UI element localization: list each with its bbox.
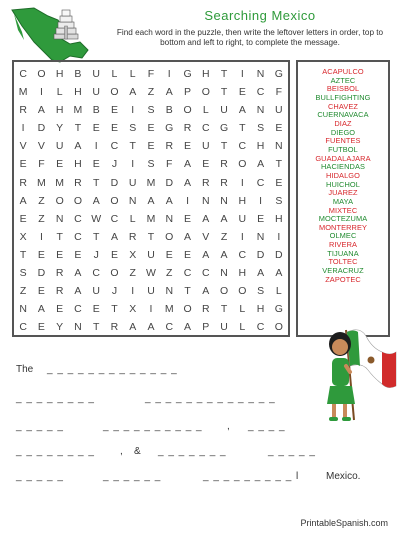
grid-letter[interactable]: E — [257, 212, 265, 225]
word-list-item: FUENTES — [325, 136, 361, 146]
grid-row — [14, 156, 288, 173]
grid-row — [14, 283, 288, 300]
grid-letter[interactable]: T — [111, 303, 118, 316]
grid-letter[interactable]: H — [201, 68, 210, 80]
grid-letter[interactable]: F — [38, 158, 45, 171]
page-title: Searching Mexico — [204, 8, 316, 23]
grid-letter[interactable]: I — [94, 140, 98, 153]
grid-letter[interactable]: E — [37, 321, 45, 334]
grid-letter[interactable]: N — [220, 194, 228, 207]
grid-letter[interactable]: E — [184, 248, 192, 261]
word-list-item: RIVERA — [328, 240, 358, 250]
ampersand-text: & — [134, 446, 141, 457]
grid-letter[interactable]: I — [39, 230, 43, 243]
grid-letter[interactable]: R — [110, 321, 119, 334]
grid-letter[interactable]: M — [18, 86, 28, 99]
grid-letter[interactable]: C — [256, 176, 265, 189]
grid-letter[interactable]: N — [220, 267, 228, 280]
grid-letter[interactable]: Z — [38, 194, 45, 207]
grid-letter[interactable]: T — [275, 158, 283, 171]
grid-letter[interactable]: L — [129, 68, 136, 80]
word-list-item: DIEGO — [330, 127, 356, 137]
word-list-item: AZTEC — [330, 75, 356, 85]
grid-letter[interactable]: M — [146, 176, 156, 189]
grid-letter[interactable]: C — [201, 267, 210, 280]
grid-letter[interactable]: F — [147, 68, 155, 80]
grid-letter[interactable]: S — [19, 267, 27, 280]
grid-letter[interactable]: J — [111, 285, 118, 298]
grid-letter[interactable]: I — [39, 86, 43, 99]
grid-letter[interactable]: E — [37, 285, 45, 298]
grid-letter[interactable]: U — [220, 321, 228, 334]
word-list-item: VERACRUZ — [322, 266, 364, 276]
grid-letter[interactable]: J — [93, 248, 99, 261]
grid-letter[interactable]: R — [220, 176, 228, 189]
grid-letter[interactable]: E — [202, 158, 210, 171]
girl-with-flag-illustration — [316, 322, 400, 426]
grid-row — [14, 211, 288, 228]
word-list-item: HIDALGO — [326, 170, 360, 180]
grid-letter[interactable]: X — [129, 248, 137, 261]
grid-letter[interactable]: C — [110, 212, 119, 225]
grid-letter[interactable]: A — [220, 248, 228, 261]
grid-letter[interactable]: E — [184, 212, 192, 225]
word-search-grid — [12, 60, 290, 337]
grid-letter[interactable]: R — [19, 176, 27, 189]
grid-letter[interactable]: A — [74, 267, 82, 280]
grid-letter[interactable]: W — [146, 267, 156, 280]
grid-letter[interactable]: D — [37, 122, 46, 135]
grid-letter[interactable]: A — [202, 212, 210, 225]
grid-letter[interactable]: D — [37, 267, 46, 280]
grid-letter[interactable]: O — [37, 68, 46, 80]
grid-letter[interactable]: M — [55, 176, 65, 189]
word-list-item: GUADALAJARA — [315, 153, 371, 163]
grid-letter[interactable]: A — [74, 140, 82, 153]
grid-letter[interactable]: F — [275, 86, 283, 99]
grid-letter[interactable]: C — [256, 86, 265, 99]
grid-row — [14, 193, 288, 210]
grid-letter[interactable]: S — [257, 122, 265, 135]
grid-row — [14, 175, 288, 192]
grid-letter[interactable]: A — [37, 303, 45, 316]
grid-letter[interactable]: T — [239, 122, 246, 135]
grid-letter[interactable]: A — [165, 86, 173, 99]
grid-letter[interactable]: O — [110, 194, 119, 207]
grid-letter[interactable]: H — [74, 86, 82, 99]
grid-letter[interactable]: H — [74, 158, 82, 171]
blank-line[interactable]: _ _ _ _ _ — [268, 446, 316, 457]
grid-letter[interactable]: A — [184, 158, 192, 171]
word-list-item: DIAZ — [334, 118, 352, 128]
grid-letter[interactable]: E — [92, 158, 100, 171]
grid-letter[interactable]: T — [92, 230, 100, 243]
grid-letter[interactable]: A — [257, 158, 265, 171]
blank-line[interactable]: _ _ _ _ _ _ _ _ — [16, 393, 95, 404]
grid-letter[interactable]: M — [146, 212, 156, 225]
grid-letter[interactable]: C — [19, 68, 27, 80]
grid-letter[interactable]: A — [275, 267, 283, 280]
grid-letter[interactable]: X — [129, 303, 137, 316]
grid-letter[interactable]: A — [238, 104, 246, 117]
grid-letter[interactable]: R — [55, 267, 64, 280]
blank-line[interactable]: _ _ _ _ _ — [16, 421, 64, 432]
grid-row — [14, 138, 288, 155]
grid-letter[interactable]: C — [256, 321, 265, 334]
grid-letter[interactable]: O — [183, 303, 192, 316]
grid-letter[interactable]: E — [275, 176, 283, 189]
grid-letter[interactable]: U — [201, 140, 210, 153]
grid-letter[interactable]: C — [165, 321, 174, 334]
grid-letter[interactable]: R — [201, 303, 210, 316]
grid-letter[interactable]: T — [56, 230, 63, 243]
grid-letter[interactable]: T — [129, 140, 136, 153]
grid-letter[interactable]: E — [19, 212, 27, 225]
grid-letter[interactable]: L — [111, 68, 118, 80]
blank-line[interactable]: _ _ _ _ _ _ _ _ _ l — [203, 471, 300, 482]
word-list-item: JUAREZ — [328, 188, 358, 198]
grid-letter[interactable]: Z — [147, 86, 155, 99]
grid-letter[interactable]: U — [238, 212, 247, 225]
grid-letter[interactable]: O — [165, 230, 174, 243]
grid-letter[interactable]: L — [239, 321, 246, 334]
grid-letter[interactable]: I — [186, 194, 189, 207]
grid-letter[interactable]: E — [238, 86, 246, 99]
grid-letter[interactable]: T — [92, 321, 100, 334]
grid-letter[interactable]: B — [92, 104, 100, 117]
grid-letter[interactable]: Y — [56, 321, 64, 334]
grid-letter[interactable]: E — [147, 140, 155, 153]
grid-letter[interactable]: I — [167, 68, 171, 80]
grid-letter[interactable]: P — [202, 321, 210, 334]
grid-letter[interactable]: E — [92, 303, 100, 316]
grid-letter[interactable]: T — [147, 230, 155, 243]
grid-letter[interactable]: N — [256, 230, 265, 243]
grid-letter[interactable]: T — [184, 285, 191, 298]
grid-letter[interactable]: T — [74, 122, 82, 135]
grid-letter[interactable]: L — [202, 104, 209, 117]
grid-letter[interactable]: U — [220, 104, 228, 117]
mexico-map-logo — [8, 4, 90, 66]
grid-letter[interactable]: M — [73, 104, 83, 117]
word-list-item: CHAVEZ — [327, 101, 359, 111]
word-list-item: FUTBOL — [328, 144, 358, 154]
grid-letter[interactable]: Z — [166, 267, 173, 280]
grid-letter[interactable]: C — [19, 321, 27, 334]
grid-letter[interactable]: C — [74, 303, 82, 316]
grid-row — [14, 301, 288, 318]
grid-letter[interactable]: I — [240, 230, 244, 243]
word-list-item: BULLFIGHTING — [315, 92, 371, 102]
blank-line[interactable]: _ _ _ _ — [248, 421, 286, 432]
grid-letter[interactable]: A — [202, 248, 210, 261]
grid-letter[interactable]: Z — [19, 285, 27, 298]
grid-letter[interactable]: A — [74, 285, 82, 298]
grid-letter[interactable]: B — [74, 68, 82, 80]
grid-letter[interactable]: U — [55, 140, 64, 153]
grid-letter[interactable]: T — [19, 248, 27, 261]
grid-letter[interactable]: N — [55, 212, 64, 225]
grid-letter[interactable]: N — [256, 104, 265, 117]
grid-letter[interactable]: V — [19, 140, 27, 153]
grid-letter[interactable]: I — [277, 230, 281, 243]
instructions: Find each word in the puzzle, then write the leftover letters in order, top to bottom and left to right, to complete the message. — [116, 28, 384, 47]
grid-letter[interactable]: T — [220, 303, 228, 316]
word-list-item: MONTERREY — [318, 222, 368, 232]
grid-letter[interactable]: I — [131, 104, 135, 117]
grid-letter[interactable]: I — [131, 158, 135, 171]
grid-letter[interactable]: I — [21, 122, 25, 135]
blank-line[interactable]: _ _ _ _ _ — [16, 471, 64, 482]
grid-row — [14, 66, 288, 83]
grid-letter[interactable]: C — [183, 267, 192, 280]
grid-letter[interactable]: H — [256, 140, 265, 153]
grid-letter[interactable]: R — [220, 158, 228, 171]
grid-letter[interactable]: H — [256, 303, 265, 316]
grid-letter[interactable]: E — [110, 122, 118, 135]
grid-letter[interactable]: C — [92, 267, 100, 280]
grid-row — [14, 229, 288, 246]
word-list-item: TIJUANA — [327, 248, 359, 258]
grid-letter[interactable]: A — [184, 176, 192, 189]
blank-line[interactable]: _ _ _ _ _ _ _ _ — [16, 446, 95, 457]
grid-letter[interactable]: A — [220, 212, 228, 225]
blank-line[interactable]: _ _ _ _ _ _ _ _ _ _ — [103, 421, 203, 432]
grid-letter[interactable]: R — [201, 176, 210, 189]
grid-letter[interactable]: C — [238, 140, 247, 153]
grid-row — [14, 319, 288, 336]
grid-letter[interactable]: U — [128, 176, 137, 189]
grid-letter[interactable]: E — [184, 140, 192, 153]
grid-row — [14, 265, 288, 282]
grid-letter[interactable]: X — [19, 230, 27, 243]
word-list-item: ZAPOTEC — [325, 274, 361, 284]
grid-letter[interactable]: A — [184, 230, 192, 243]
grid-letter[interactable]: I — [131, 285, 135, 298]
grid-letter[interactable]: D — [110, 176, 119, 189]
grid-letter[interactable]: R — [55, 285, 64, 298]
grid-letter[interactable]: Z — [129, 267, 136, 280]
grid-letter[interactable]: E — [74, 248, 82, 261]
grid-letter[interactable]: H — [55, 104, 64, 117]
grid-letter[interactable]: C — [74, 230, 82, 243]
grid-letter[interactable]: R — [183, 122, 192, 135]
grid-letter[interactable]: U — [92, 285, 100, 298]
grid-letter[interactable]: A — [110, 230, 118, 243]
grid-letter[interactable]: E — [37, 248, 45, 261]
grid-letter[interactable]: U — [147, 248, 155, 261]
word-list-item: MAYA — [332, 196, 354, 206]
grid-letter[interactable]: A — [129, 86, 137, 99]
grid-letter[interactable]: L — [239, 303, 246, 316]
grid-letter[interactable]: N — [165, 285, 174, 298]
grid-letter[interactable]: D — [256, 248, 265, 261]
grid-letter[interactable]: S — [275, 194, 283, 207]
grid-letter[interactable]: S — [129, 122, 137, 135]
grid-letter[interactable]: H — [238, 194, 247, 207]
word-list-item: HUICHOL — [326, 179, 360, 189]
grid-letter[interactable]: M — [37, 176, 46, 189]
grid-letter[interactable]: C — [110, 140, 119, 153]
grid-letter[interactable]: E — [110, 104, 118, 117]
grid-letter[interactable]: S — [257, 285, 265, 298]
mexico-flag-icon — [346, 330, 396, 420]
grid-letter[interactable]: E — [275, 122, 283, 135]
grid-letter[interactable]: Z — [220, 230, 228, 243]
grid-letter[interactable]: O — [73, 194, 83, 207]
grid-letter[interactable]: E — [110, 248, 118, 261]
grid-letter[interactable]: G — [274, 68, 283, 80]
word-list-item: ACAPULCO — [322, 67, 364, 76]
word-list-item: CUERNAVACA — [317, 110, 369, 120]
grid-letter[interactable]: C — [74, 212, 82, 225]
grid-letter[interactable]: N — [74, 321, 82, 334]
grid-letter[interactable]: N — [165, 212, 174, 225]
grid-letter[interactable]: R — [165, 140, 174, 153]
word-list-item: MIXTEC — [328, 205, 358, 215]
grid-letter[interactable]: R — [74, 176, 82, 189]
grid-row — [14, 247, 288, 264]
grid-letter[interactable]: D — [165, 176, 174, 189]
grid-letter[interactable]: L — [56, 86, 63, 99]
grid-letter[interactable]: V — [37, 140, 45, 153]
grid-letter[interactable]: A — [257, 267, 265, 280]
grid-letter[interactable]: A — [165, 194, 173, 207]
footer-credit: PrintableSpanish.com — [300, 518, 388, 528]
grid-letter[interactable]: B — [165, 104, 173, 117]
grid-letter[interactable]: H — [55, 68, 64, 80]
grid-letter[interactable]: A — [19, 194, 27, 207]
grid-letter[interactable]: O — [238, 158, 247, 171]
grid-letter[interactable]: A — [129, 321, 137, 334]
grid-letter[interactable]: A — [147, 194, 155, 207]
grid-letter[interactable]: Z — [38, 212, 45, 225]
grid-letter[interactable]: H — [238, 267, 247, 280]
message-start: The — [16, 364, 34, 375]
grid-letter[interactable]: P — [184, 86, 192, 99]
word-list — [296, 60, 390, 337]
blank-line[interactable]: _ _ _ _ _ _ _ — [158, 446, 227, 457]
grid-letter[interactable]: O — [219, 285, 229, 298]
blank-line[interactable]: _ _ _ _ _ _ — [103, 471, 162, 482]
grid-letter[interactable]: S — [147, 104, 155, 117]
grid-row — [14, 102, 288, 119]
grid-letter[interactable]: W — [91, 212, 102, 225]
comma-text: , — [120, 446, 123, 457]
grid-letter[interactable]: C — [238, 248, 247, 261]
comma-text: , — [227, 421, 230, 432]
grid-letter[interactable]: O — [55, 194, 64, 207]
grid-letter[interactable]: L — [129, 212, 136, 225]
grid-letter[interactable]: E — [19, 158, 27, 171]
grid-letter[interactable]: A — [184, 321, 192, 334]
grid-letter[interactable]: A — [37, 104, 45, 117]
grid-letter[interactable]: O — [110, 267, 119, 280]
grid-letter[interactable]: T — [220, 86, 228, 99]
grid-letter[interactable]: T — [220, 68, 228, 80]
word-list-item: BEISBOL — [326, 84, 360, 94]
grid-letter[interactable]: C — [201, 122, 210, 135]
word-list-item: HACIENDAS — [320, 162, 366, 172]
grid-letter[interactable]: E — [56, 303, 64, 316]
grid-letter[interactable]: F — [166, 158, 173, 171]
grid-letter[interactable]: G — [165, 122, 174, 135]
grid-letter[interactable]: J — [111, 158, 118, 171]
grid-letter[interactable]: E — [165, 248, 173, 261]
grid-row — [14, 120, 288, 137]
grid-letter[interactable]: N — [128, 194, 137, 207]
grid-letter[interactable]: O — [110, 86, 119, 99]
grid-letter[interactable]: U — [275, 104, 283, 117]
grid-letter[interactable]: E — [56, 158, 64, 171]
grid-letter[interactable]: E — [56, 248, 64, 261]
grid-letter[interactable]: U — [92, 68, 100, 80]
blank-line[interactable]: _ _ _ _ _ _ _ _ _ _ _ _ _ — [145, 393, 276, 404]
grid-letter[interactable]: I — [240, 68, 244, 80]
grid-letter[interactable]: A — [147, 321, 155, 334]
grid-letter[interactable]: O — [238, 285, 247, 298]
grid-letter[interactable]: G — [219, 122, 229, 135]
grid-letter[interactable]: G — [274, 303, 283, 316]
grid-row — [14, 84, 288, 101]
grid-letter[interactable]: N — [256, 68, 265, 80]
grid-letter[interactable]: R — [19, 104, 27, 117]
grid-letter[interactable]: O — [183, 104, 192, 117]
grid-letter[interactable]: E — [92, 122, 100, 135]
grid-letter[interactable]: T — [92, 176, 100, 189]
grid-letter[interactable]: N — [19, 303, 27, 316]
grid-letter[interactable]: O — [274, 321, 283, 334]
message-end: Mexico. — [326, 471, 361, 482]
grid-letter[interactable]: N — [201, 194, 210, 207]
grid-letter[interactable]: R — [128, 230, 137, 243]
grid-letter[interactable]: L — [275, 285, 282, 298]
word-list-item: MOCTEZUMA — [318, 214, 368, 224]
grid-letter[interactable]: H — [275, 212, 283, 225]
grid-letter[interactable]: U — [92, 86, 100, 99]
grid-letter[interactable]: T — [220, 140, 228, 153]
word-list-item: OLMEC — [329, 231, 357, 241]
grid-letter[interactable]: N — [275, 140, 283, 153]
grid-letter[interactable]: U — [147, 285, 155, 298]
grid-letter[interactable]: V — [202, 230, 210, 243]
grid-letter[interactable]: A — [92, 194, 100, 207]
grid-letter[interactable]: D — [275, 248, 283, 261]
grid-letter[interactable]: Y — [56, 122, 64, 135]
grid-letter[interactable]: O — [201, 86, 210, 99]
grid-letter[interactable]: I — [149, 303, 153, 316]
grid-letter[interactable]: E — [147, 122, 155, 135]
grid-letter[interactable]: M — [164, 303, 174, 316]
grid-letter[interactable]: A — [202, 285, 210, 298]
blank-line[interactable]: _ _ _ _ _ _ _ _ _ _ _ _ _ — [47, 364, 178, 375]
grid-letter[interactable]: G — [183, 68, 192, 80]
grid-letter[interactable]: S — [147, 158, 155, 171]
word-list-item: TOLTEC — [328, 257, 358, 267]
grid-letter[interactable]: I — [259, 194, 263, 207]
grid-letter[interactable]: I — [240, 176, 244, 189]
